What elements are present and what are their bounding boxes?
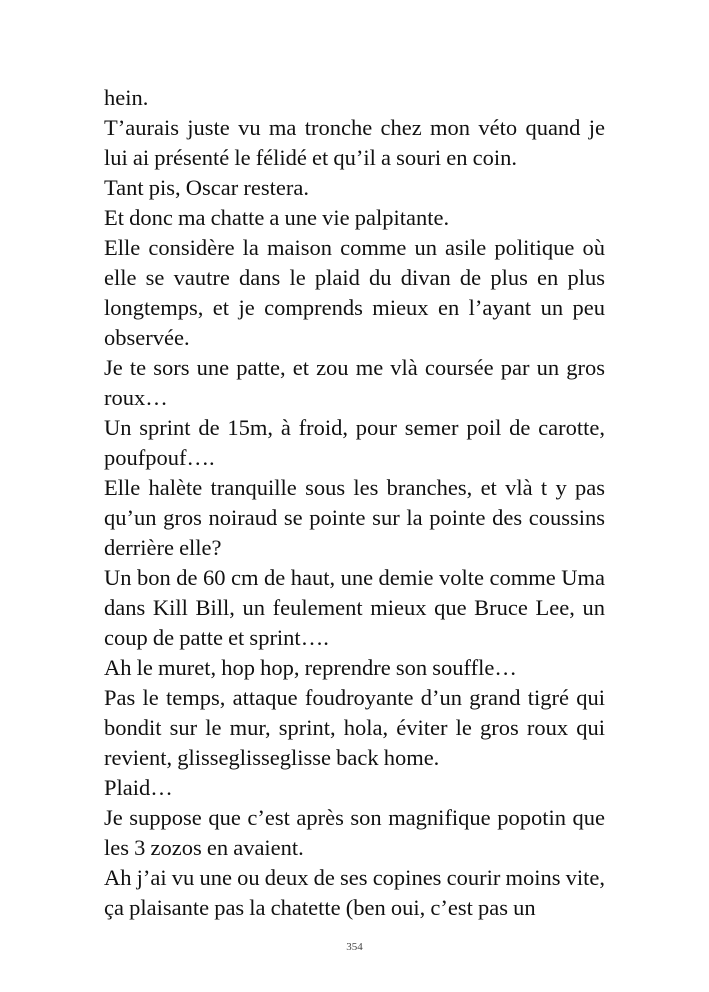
paragraph-14: Ah j’ai vu une ou deux de ses copines courir moins vite, ça plaisante pas la chatette (ben oui, c’est pas un: [104, 865, 605, 920]
paragraph-2: T’aurais juste vu ma tronche chez mon véto quand je lui ai présenté le félidé et qu’il a souri en coin.: [104, 115, 605, 170]
paragraph-8: Elle halète tranquille sous les branches, et vlà t y pas qu’un gros noiraud se pointe sur la pointe des coussins derrière elle?: [104, 475, 605, 560]
page-number: 354: [346, 941, 363, 953]
paragraph-3: Tant pis, Oscar restera.: [104, 175, 309, 200]
paragraph-13: Je suppose que c’est après son magnifique popotin que les 3 zozos en avaient.: [104, 805, 605, 860]
paragraph-5: Elle considère la maison comme un asile politique où elle se vautre dans le plaid du divan de plus en plus longtemps, et je comprends mieux en l’ayant un peu observée.: [104, 235, 605, 350]
paragraph-1: hein.: [104, 85, 149, 110]
paragraph-10: Ah le muret, hop hop, reprendre son souffle…: [104, 655, 517, 680]
paragraph-6: Je te sors une patte, et zou me vlà coursée par un gros roux…: [104, 355, 605, 410]
paragraph-12: Plaid…: [104, 775, 173, 800]
paragraph-7: Un sprint de 15m, à froid, pour semer poil de carotte, poufpouf….: [104, 415, 605, 470]
paragraph-4: Et donc ma chatte a une vie palpitante.: [104, 205, 450, 230]
paragraph-11: Pas le temps, attaque foudroyante d’un grand tigré qui bondit sur le mur, sprint, hola, éviter le gros roux qui revient, glisseglisseglisse back home.: [104, 685, 605, 770]
paragraph-9: Un bon de 60 cm de haut, une demie volte comme Uma dans Kill Bill, un feulement mieux que Bruce Lee, un coup de patte et sprint….: [104, 565, 605, 650]
body-text: [104, 83, 605, 923]
